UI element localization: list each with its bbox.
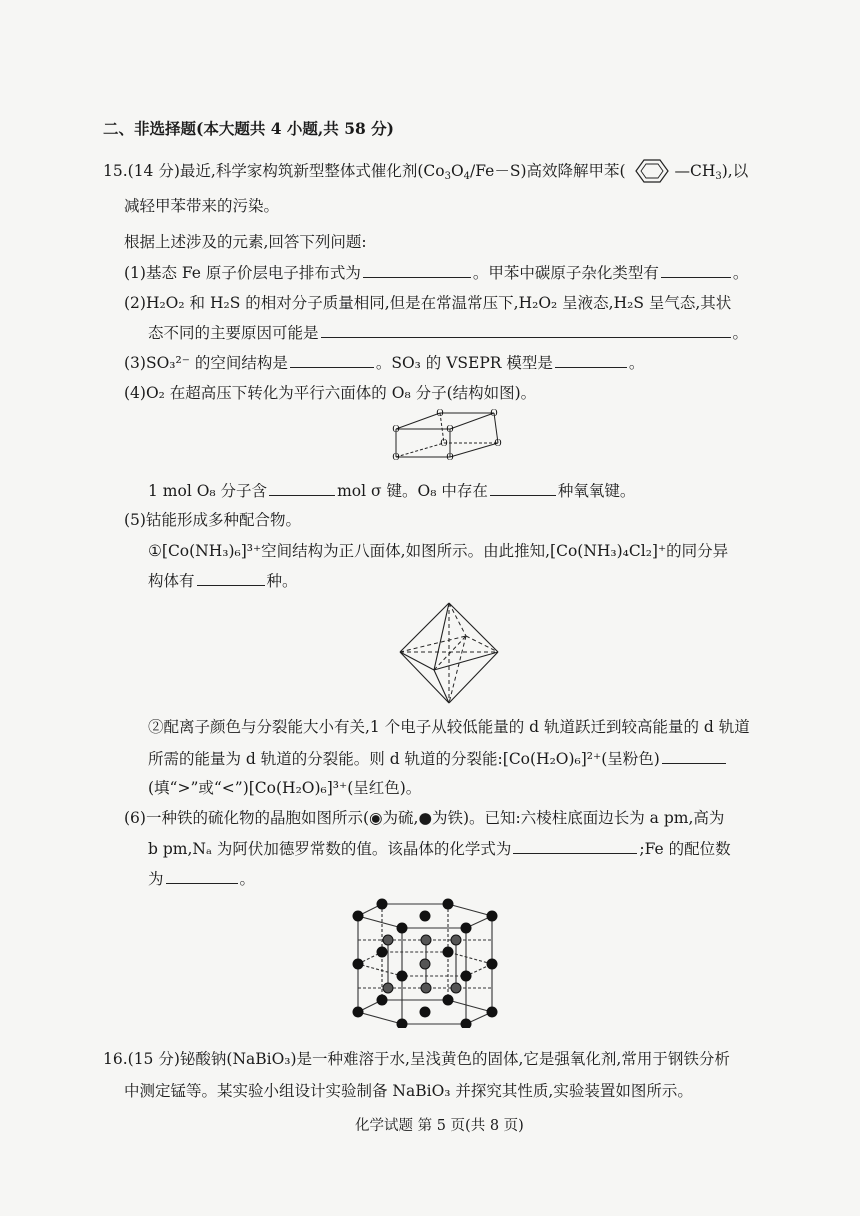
q15-part5-1-line1: ①[Co(NH₃)₆]³⁺空间结构为正八面体,如图所示。由此推知,[Co(NH₃)₄Cl₂]⁺的同分异: [148, 542, 729, 560]
q15-part6-line1: (6)一种铁的硫化物的晶胞如图所示(◉为硫,●为铁)。已知:六棱柱底面边长为 a pm,高为: [124, 809, 725, 827]
answer-blank[interactable]: [363, 262, 471, 278]
oxygen-atom-label: O: [494, 438, 502, 449]
oxygen-atom-label: O: [490, 408, 498, 419]
answer-blank[interactable]: [555, 352, 627, 368]
q16-line2: 中测定锰等。某实验小组设计实验制备 NaBiO₃ 并探究其性质,实验装置如图所示。: [124, 1082, 693, 1100]
q15-part1: (1)基态 Fe 原子价层电子排布式为 。甲苯中碳原子杂化类型有 。: [124, 264, 749, 282]
oxygen-atom-label: O: [436, 408, 444, 419]
oxygen-atom-label: O: [440, 438, 448, 449]
answer-blank[interactable]: [166, 868, 238, 884]
oxygen-atom-label: O: [446, 424, 454, 435]
answer-blank[interactable]: [321, 322, 731, 338]
q15-part4-line2: 1 mol O₈ 分子含 mol σ 键。O₈ 中存在 种氧氧键。: [148, 482, 636, 500]
q15-part3: (3)SO₃²⁻ 的空间结构是 。SO₃ 的 VSEPR 模型是 。: [124, 354, 645, 372]
q15-part5-2-line2: 所需的能量为 d 轨道的分裂能。则 d 轨道的分裂能:[Co(H₂O)₆]²⁺(呈粉色): [148, 748, 728, 769]
answer-blank[interactable]: [290, 352, 374, 368]
q16-line1: 16.(15 分)铋酸钠(NaBiO₃)是一种难溶于水,呈浅黄色的固体,它是强氧化剂,常用于钢铁分析: [103, 1050, 730, 1068]
octahedron-diagram: [394, 600, 504, 706]
q15-part5-1-line2: 构体有 种。: [148, 572, 298, 590]
o8-structure-diagram: [386, 405, 510, 467]
oxygen-atom-label: O: [392, 424, 400, 435]
q15-part2-line2: 态不同的主要原因可能是 。: [148, 324, 749, 342]
benzene-ring-icon: [630, 158, 674, 184]
answer-blank[interactable]: [662, 748, 726, 764]
q15-part6-line2: b pm,Nₐ 为阿伏加德罗常数的值。该晶体的化学式为 ;Fe 的配位数: [148, 840, 731, 858]
q15-intro-line1: 15.(14 分)最近,科学家构筑新型整体式催化剂$(Co_3O_4/Fe-S)$高效降解甲苯( $—CH_3$),以: [103, 158, 748, 187]
answer-blank[interactable]: [197, 570, 265, 586]
answer-blank[interactable]: [661, 262, 731, 278]
answer-blank[interactable]: [269, 480, 335, 496]
iron-sulfide-unit-cell-diagram: [348, 898, 502, 1028]
page-footer: 化学试题 第 5 页(共 8 页): [355, 1118, 524, 1134]
section-heading: 二、非选择题(本大题共 4 小题,共 58 分): [103, 119, 395, 138]
answer-blank[interactable]: [490, 480, 556, 496]
oxygen-atom-label: O: [392, 452, 400, 463]
q15-part6-line3: 为 。: [148, 870, 256, 888]
q15-part4-line1: (4)O₂ 在超高压下转化为平行六面体的 O₈ 分子(结构如图)。: [124, 384, 537, 402]
q15-part5-2-line1: ②配离子颜色与分裂能大小有关,1 个电子从较低能量的 d 轨道跃迁到较高能量的 d 轨道: [148, 718, 750, 736]
q15-part2-line1: (2)H₂O₂ 和 H₂S 的相对分子质量相同,但是在常温常压下,H₂O₂ 呈液态,H₂S 呈气态,其状: [124, 294, 732, 312]
oxygen-atom-label: O: [446, 452, 454, 463]
q15-intro-line2: 减轻甲苯带来的污染。: [124, 197, 280, 215]
q15-instruction: 根据上述涉及的元素,回答下列问题:: [124, 233, 367, 251]
q15-part5-heading: (5)钴能形成多种配合物。: [124, 511, 301, 529]
answer-blank[interactable]: [513, 838, 637, 854]
q15-part5-2-line3: (填“>”或“<”)[Co(H₂O)₆]³⁺(呈红色)。: [148, 779, 422, 797]
